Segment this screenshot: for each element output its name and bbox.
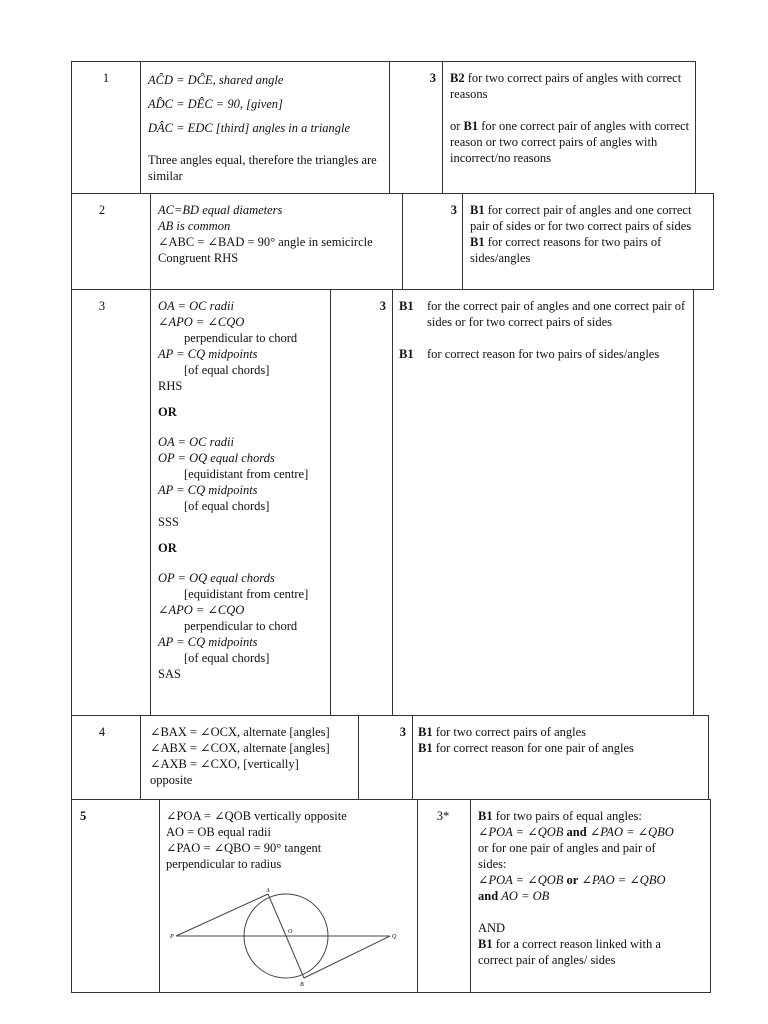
guidance-line: B1 for a correct reason linked with a	[478, 937, 661, 951]
answer-cell	[166, 808, 416, 872]
guidance-line: sides:	[478, 857, 507, 871]
label-o: O	[288, 929, 293, 935]
marks-value: 3	[429, 71, 436, 85]
label-b: B	[300, 982, 304, 986]
answer-line: Congruent RHS	[158, 251, 239, 265]
row-2	[71, 193, 714, 290]
answer-line: AP = CQ midpoints	[158, 347, 258, 361]
guidance-cell	[478, 808, 708, 968]
guidance-line: B1 for two pairs of equal angles:	[478, 809, 642, 823]
row-1	[71, 61, 696, 194]
guidance-line: or for one pair of angles and pair of	[478, 841, 656, 855]
answer-line: SAS	[158, 667, 181, 681]
tangent-circle-diagram	[168, 886, 408, 986]
answer-line: ∠APO = ∠CQO	[158, 603, 245, 617]
guidance-cell	[450, 70, 690, 166]
marks-value: 3	[450, 203, 457, 217]
answer-line: [of equal chords]	[184, 363, 270, 377]
guidance-cell	[399, 298, 689, 362]
label-q: Q	[392, 934, 397, 940]
row-4	[71, 715, 709, 800]
answer-line: OP = OQ equal chords	[158, 451, 275, 465]
question-number: 2	[98, 203, 106, 217]
answer-line: ∠APO = ∠CQO	[158, 315, 245, 329]
or-label: OR	[158, 541, 177, 555]
answer-line: [equidistant from centre]	[184, 467, 309, 481]
answer-line: AP = CQ midpoints	[158, 483, 258, 497]
answer-line: RHS	[158, 379, 183, 393]
guidance-line: AND	[478, 921, 506, 935]
guidance-line: B1 for the correct pair of angles and one correct pair of sides or for two correct pairs of sides	[399, 299, 686, 329]
marks-value: 3	[399, 725, 406, 739]
question-number: 1	[102, 71, 110, 85]
answer-line: perpendicular to radius	[166, 857, 282, 871]
guidance-line: B1 for correct reason for one pair of angles	[418, 741, 634, 755]
answer-cell	[148, 72, 384, 184]
question-number: 5	[80, 809, 87, 823]
answer-line: [of equal chords]	[184, 499, 270, 513]
answer-line: perpendicular to chord	[184, 619, 298, 633]
label-p: P	[170, 934, 174, 940]
answer-line: OA = OC radii	[158, 435, 234, 449]
answer-line: OA = OC radii	[158, 299, 234, 313]
marks-value: 3	[379, 299, 386, 313]
guidance-line: correct pair of angles/ sides	[478, 953, 616, 967]
answer-line: SSS	[158, 515, 179, 529]
guidance-line: B1 for correct reasons for two pairs of sides/angles	[470, 235, 662, 265]
guidance-line: B1 for correct reason for two pairs of sides/angles	[399, 347, 660, 361]
answer-line: opposite	[150, 773, 193, 787]
row-3	[71, 289, 694, 716]
guidance-line: and AO = OB	[478, 889, 550, 903]
answer-line: OP = OQ equal chords	[158, 571, 275, 585]
answer-cell	[150, 724, 355, 788]
question-number: 4	[98, 725, 106, 739]
answer-line: AD̂C = DÊC = 90, [given]	[148, 97, 283, 111]
answer-line: AP = CQ midpoints	[158, 635, 258, 649]
answer-line: ∠POA = ∠QOB vertically opposite	[166, 809, 347, 823]
answer-line: [equidistant from centre]	[184, 587, 309, 601]
tangent-qb	[304, 936, 390, 978]
or-label: OR	[158, 405, 177, 419]
answer-line: AC=BD equal diameters	[158, 203, 283, 217]
guidance-line: B1 for correct pair of angles and one correct pair of sides or for two correct pairs of sides	[470, 203, 692, 233]
guidance-line: B1 for two correct pairs of angles	[418, 725, 587, 739]
answer-line: DÂC = EDC [third] angles in a triangle	[148, 121, 351, 135]
answer-cell	[158, 298, 328, 682]
answer-line: AO = OB equal radii	[166, 825, 271, 839]
guidance-line: ∠POA = ∠QOB and ∠PAO = ∠QBO	[478, 825, 674, 839]
guidance-line: or B1 for one correct pair of angles with correct reason or two correct pairs of angles with incorrect/no reasons	[450, 119, 690, 165]
guidance-line: B2 for two correct pairs of angles with correct reasons	[450, 71, 682, 101]
question-number: 3	[98, 299, 106, 313]
answer-cell	[158, 202, 398, 266]
answer-line: ∠ABC = ∠BAD = 90° angle in semicircle	[158, 235, 373, 249]
answer-line: ∠ABX = ∠COX, alternate [angles]	[150, 741, 330, 755]
answer-line: AB is common	[158, 219, 231, 233]
guidance-cell	[470, 202, 710, 266]
answer-line: ∠AXB = ∠CXO, [vertically]	[150, 757, 299, 771]
tangent-pa	[176, 894, 268, 936]
guidance-cell	[418, 724, 703, 756]
answer-line: AĈD = DĈE, shared angle	[148, 73, 284, 87]
answer-line: perpendicular to chord	[184, 331, 298, 345]
answer-line: ∠PAO = ∠QBO = 90° tangent	[166, 841, 322, 855]
marks-value: 3*	[436, 809, 450, 823]
row-5	[71, 799, 711, 993]
answer-conclusion: Three angles equal, therefore the triangles are similar	[148, 153, 377, 183]
answer-line: ∠BAX = ∠OCX, alternate [angles]	[150, 725, 330, 739]
answer-line: [of equal chords]	[184, 651, 270, 665]
guidance-line: ∠POA = ∠QOB or ∠PAO = ∠QBO	[478, 873, 666, 887]
label-a: A	[266, 888, 270, 894]
